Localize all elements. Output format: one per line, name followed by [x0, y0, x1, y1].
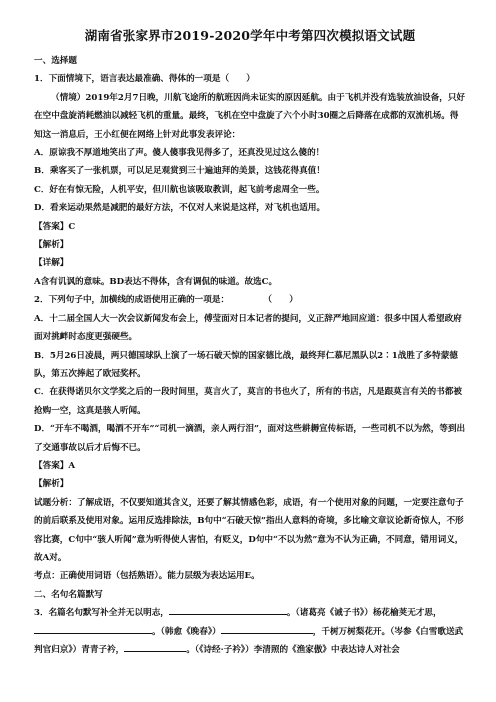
q2-analysis-label: 【解析】 — [34, 479, 69, 490]
fill-blank[interactable] — [169, 605, 287, 615]
q1-passage: （情境）2019年2月7日晚，川航飞途所的航班因尚未证实的原因延航。由于飞机并没有选装放油设备，只好在空中盘旋消耗燃油以减轻飞机的重量。最终，飞机在空中盘旋了六个小时30圈之后降落在成都的双流机场。得知这一消息后，王小红便在网络上针对此事发表评论： — [34, 92, 466, 140]
document-title: 湖南省张家界市2019-2020学年中考第四次模拟语文试题 — [84, 28, 416, 43]
q3-part1: 3．名篇名句默写补全并无以明志， — [34, 608, 169, 619]
q1-option-a: A．原谅我不厚道地笑出了声。傻人傻事我见得多了，还真没见过这么傻的！ — [34, 148, 325, 159]
q1-detail-label: 【详解】 — [34, 258, 69, 269]
q2-option-b: B．5月26日凌晨，两只德国球队上演了一场石破天惊的国家德比战，最终拜仁慕尼黑队以2∶1战胜了多特蒙德队，第五次捧起了欧冠奖杯。 — [34, 350, 458, 379]
fill-blank[interactable] — [124, 642, 186, 652]
q2-point: 考点：正确使用词语（包括熟语）。能力层级为表达运用E。 — [34, 571, 260, 582]
q2-analysis: 试题分析：了解成语，不仅要知道其含义，还要了解其情感色彩，成语，有一个使用对象的问题，一定要注意句子的前后联系及使用对象。运用反选排除法，B句中“石破天惊”指出人意料的奇境，多比喻文章议论新奇惊人，不形容比赛，C句中“骇人听闻”意为听得使人害怕，有贬义，D句中“不以为然”意为不认为正确，不同意，错用词义，故A对。 — [34, 497, 464, 563]
q2-option-c: C．在获得诺贝尔文学奖之后的一段时间里，莫言火了，莫言的书也火了，所有的书店，凡是跟莫言有关的书都被抢购一空，这真是骇人听闻。 — [34, 387, 462, 416]
q2-stem: 2．下列句子中，加横线的成语使用正确的一项是： （ ） — [34, 295, 298, 306]
q2-answer: 【答案】A — [34, 460, 76, 471]
q2-option-a: A．十二届全国人大一次会议新闻发布会上，傅莹面对日本记者的提问，义正辞严地回应道：很多中国人希望政府面对挑衅时态度更强硬些。 — [34, 313, 462, 343]
q1-option-d: D．看来运动果然是减肥的最好方法，不仅对人来说是这样，对飞机也适用。 — [34, 203, 326, 214]
q3-part5: 。（《诗经·子衿》）李清照的《渔家傲》中表达诗人对社会 — [186, 645, 400, 655]
q1-answer: 【答案】C — [34, 221, 76, 232]
q1-detail: A含有讥讽的意味。BD表达不得体，含有调侃的味道。故选C。 — [34, 276, 278, 287]
q3-part4: ，千树万树梨花开。（岑参《白雪歌送武判官归京》）青青子衿， — [34, 626, 464, 655]
section-heading-recitation: 二、名句名篇默写 — [34, 589, 103, 600]
q3-part2: 。（诸葛亮《诫子书》）杨花榆荚无才思， — [286, 608, 442, 619]
q1-analysis-label: 【解析】 — [34, 240, 69, 251]
q1-option-b: B．乘客买了一张机票，可以足足观赏到三十遍迪拜的美景，这钱花得真值！ — [34, 166, 325, 177]
fill-blank[interactable] — [34, 624, 152, 634]
q3-part3: 。（韩愈《晚春》） — [152, 626, 221, 637]
q3-text — [34, 604, 466, 659]
fill-blank[interactable] — [221, 624, 313, 634]
q1-option-c: C．好在有惊无险，人机平安，但川航也该吸取教训，起飞前考虑周全一些。 — [34, 184, 325, 195]
q2-option-d: D．“开车不喝酒，喝酒不开车”“司机一滴酒，亲人两行泪”，面对这些耕耨宣传标语，一些司机不以为然，等到出了交通事故以后才后悔不已。 — [34, 424, 466, 453]
section-heading-choice: 一、选择题 — [34, 56, 77, 66]
q1-stem: 1．下面情境下，语言表达最准确、得体的一项是（ ） — [34, 74, 255, 85]
